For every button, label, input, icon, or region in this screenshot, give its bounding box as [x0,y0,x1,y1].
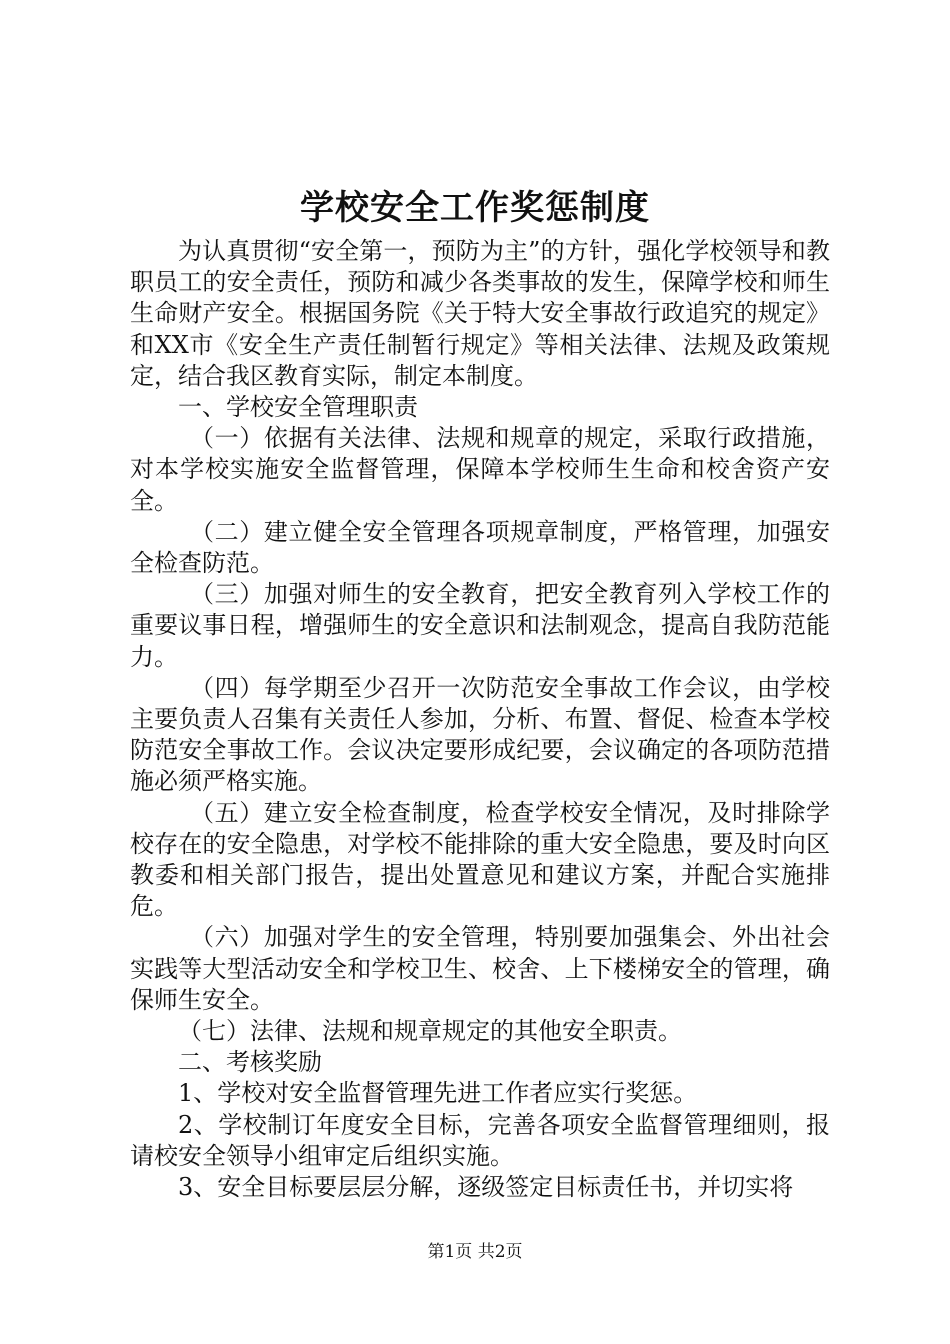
document-title: 学校安全工作奖惩制度 [300,188,650,228]
paragraph-item-5: （五）建立安全检查制度，检查学校安全情况，及时排除学校存在的安全隐患，对学校不能排除的重大安全隐患，要及时向区教委和相关部门报告，提出处置意见和建议方案，并配合实施排危。 [130,798,830,921]
document-body [130,236,830,1203]
paragraph-intro: 为认真贯彻“安全第一，预防为主”的方针，强化学校领导和教职员工的安全责任，预防和减少各类事故的发生，保障学校和师生生命财产安全。根据国务院《关于特大安全事故行政追究的规定》和XX市《安全生产责任制暂行规定》等相关法律、法规及政策规定，结合我区教育实际，制定本制度。 [130,237,830,390]
paragraph-item-1: （一）依据有关法律、法规和规章的规定，采取行政措施，对本学校实施安全监督管理，保障本学校师生生命和校舍资产安全。 [130,424,830,515]
paragraph-item-6: （六）加强对学生的安全管理，特别要加强集会、外出社会实践等大型活动安全和学校卫生、校舍、上下楼梯安全的管理，确保师生安全。 [130,923,830,1014]
paragraph-reward-2: 2、学校制订年度安全目标，完善各项安全监督管理细则，报请校安全领导小组审定后组织实施。 [130,1110,830,1170]
paragraph-reward-3: 3、安全目标要层层分解，逐级签定目标责任书，并切实将 [178,1173,794,1202]
paragraph-item-7: （七）法律、法规和规章规定的其他安全职责。 [178,1017,682,1046]
section-heading-1: 一、学校安全管理职责 [178,393,418,422]
paragraph-item-3: （三）加强对师生的安全教育，把安全教育列入学校工作的重要议事日程，增强师生的安全意识和法制观念，提高自我防范能力。 [130,580,830,671]
paragraph-item-2: （二）建立健全安全管理各项规章制度，严格管理，加强安全检查防范。 [130,517,830,578]
paragraph-reward-1: 1、学校对安全监督管理先进工作者应实行奖惩。 [178,1079,698,1108]
section-heading-2: 二、考核奖励 [178,1048,322,1077]
paragraph-item-4: （四）每学期至少召开一次防范安全事故工作会议，由学校主要负责人召集有关责任人参加，分析、布置、督促、检查本学校防范安全事故工作。会议决定要形成纪要，会议确定的各项防范措施必须严格实施。 [130,673,830,796]
page-footer: 第1页 共2页 [427,1242,523,1262]
